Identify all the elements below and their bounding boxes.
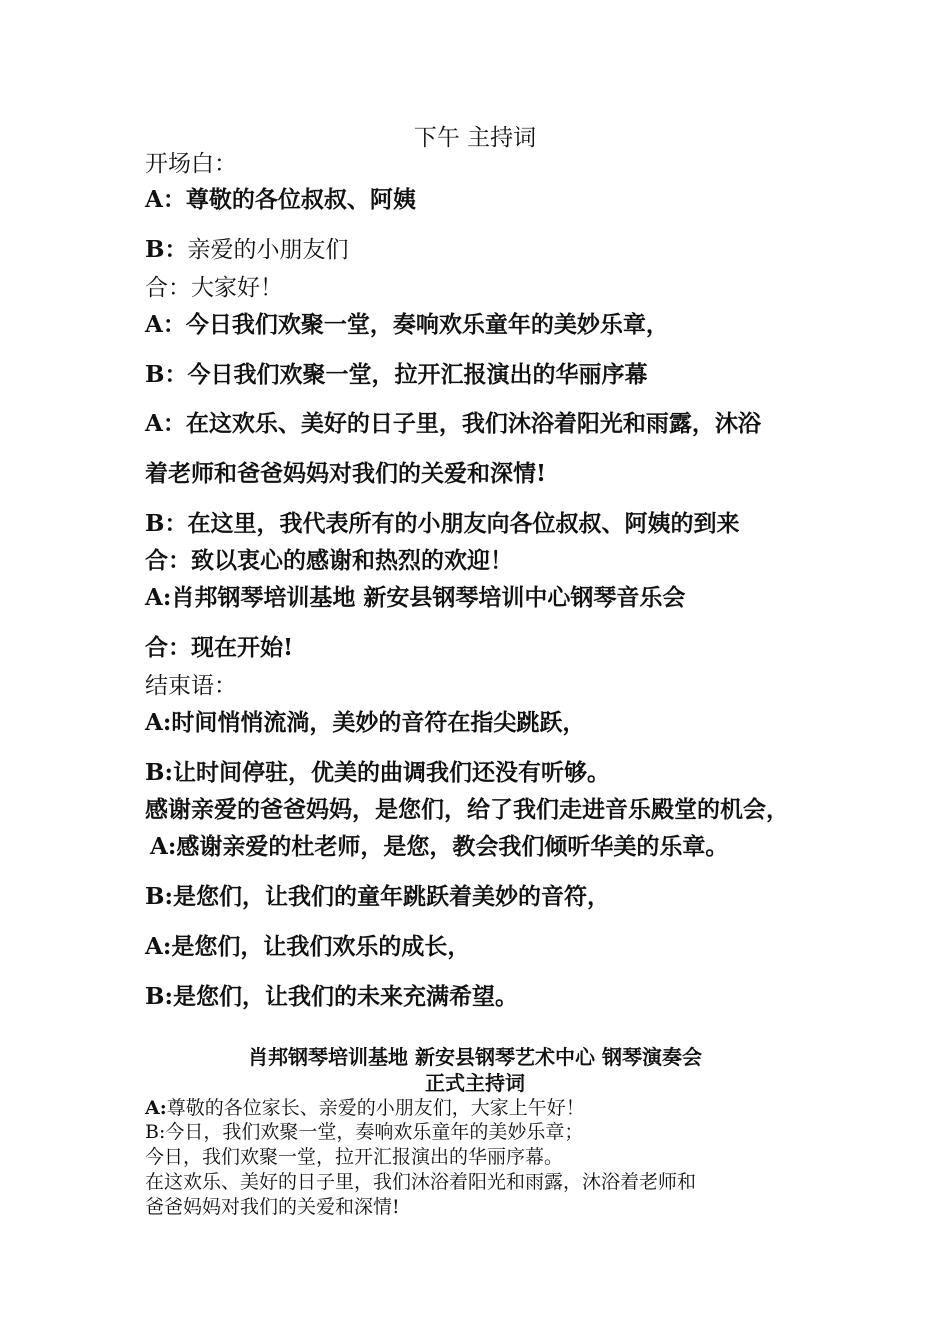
formal-script-heading: 正式主持词 (425, 1071, 525, 1095)
script-line: B:是您们，让我们的童年跳跃着美妙的音符， (145, 883, 610, 910)
closing-label: 结束语： (145, 673, 237, 699)
script-line: 今日，我们欢聚一堂，拉开汇报演出的华丽序幕。 (145, 1146, 564, 1168)
script-line: 爸爸妈妈对我们的关爱和深情! (145, 1196, 400, 1218)
script-line: 着老师和爸爸妈妈对我们的关爱和深情! (145, 460, 547, 487)
script-line: B：亲爱的小朋友们 (145, 236, 349, 263)
script-line: A：在这欢乐、美好的日子里，我们沐浴着阳光和雨露，沐浴 (145, 410, 761, 437)
script-line: A:尊敬的各位家长、亲爱的小朋友们，大家上午好！ (145, 1097, 585, 1119)
script-line: B:让时间停驻，优美的曲调我们还没有听够。 (145, 759, 610, 786)
script-line: A：尊敬的各位叔叔、阿姨 (145, 186, 416, 213)
script-line: A:肖邦钢琴培训基地 新安县钢琴培训中心钢琴音乐会 (145, 584, 686, 611)
concert-heading: 肖邦钢琴培训基地 新安县钢琴艺术中心 钢琴演奏会 (248, 1045, 702, 1069)
script-line: 感谢亲爱的爸爸妈妈，是您们，给了我们走进音乐殿堂的机会， (145, 796, 789, 823)
script-line: A:时间悄悄流淌，美妙的音符在指尖跳跃， (145, 709, 586, 736)
script-line: A：今日我们欢聚一堂，奏响欢乐童年的美妙乐章， (145, 311, 669, 338)
script-line: B:是您们，让我们的未来充满希望。 (145, 983, 518, 1010)
script-line: A:感谢亲爱的杜老师，是您，教会我们倾听华美的乐章。 (150, 833, 729, 860)
script-line: B:今日，我们欢聚一堂，奏响欢乐童年的美妙乐章； (145, 1121, 584, 1143)
script-line: 合：大家好！ (145, 275, 283, 301)
opening-label: 开场白： (145, 151, 237, 177)
script-line: 合：致以衷心的感谢和热烈的欢迎！ (145, 547, 513, 574)
document-title: 下午 主持词 (413, 125, 537, 151)
script-line: B：在这里，我代表所有的小朋友向各位叔叔、阿姨的到来 (145, 510, 740, 537)
script-line: A:是您们，让我们欢乐的成长， (145, 933, 471, 960)
script-line: 在这欢乐、美好的日子里，我们沐浴着阳光和雨露，沐浴着老师和 (145, 1171, 697, 1193)
script-line: B：今日我们欢聚一堂，拉开汇报演出的华丽序幕 (145, 361, 648, 388)
script-line: 合：现在开始! (145, 634, 294, 661)
